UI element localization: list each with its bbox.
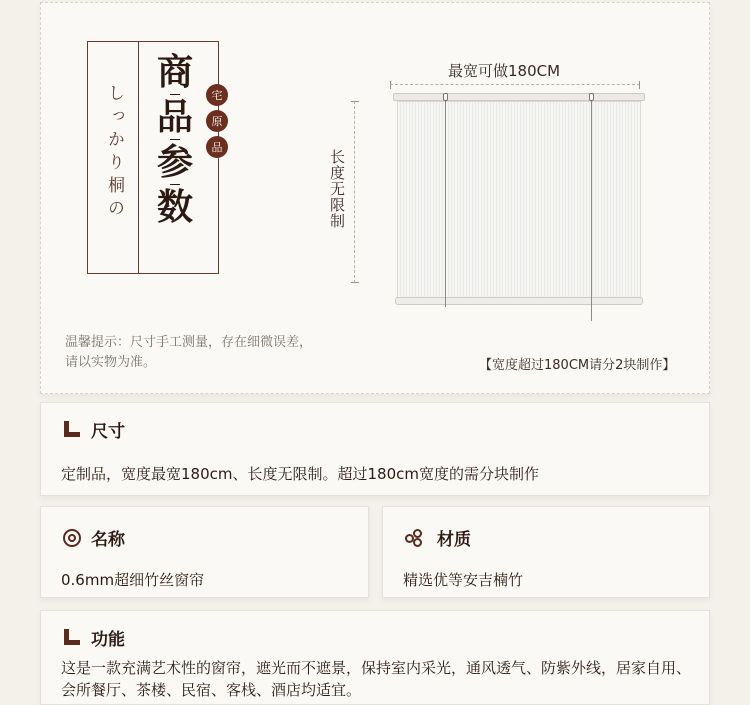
name-section	[40, 506, 369, 598]
name-heading	[63, 525, 125, 550]
max-width-label: 最宽可做180CM	[448, 62, 561, 80]
hook-icon	[589, 93, 594, 101]
page-title	[152, 50, 198, 229]
seal-stamp	[206, 84, 228, 158]
bamboo-blind-image	[393, 93, 645, 311]
size-title: 尺寸	[91, 422, 125, 442]
material-text: 精选优等安吉楠竹	[403, 571, 524, 589]
frame-divider	[138, 42, 139, 273]
name-title: 名称	[91, 530, 125, 550]
product-parameter-panel	[40, 2, 710, 394]
length-label: 长度无限制	[328, 149, 346, 229]
jp-vertical-text: しっかり桐の	[104, 84, 124, 222]
width-dimension-line	[390, 84, 640, 85]
material-section	[382, 506, 710, 598]
function-heading	[63, 625, 125, 650]
seal-char: 宅	[206, 84, 228, 106]
size-heading	[63, 417, 125, 442]
l-bracket-icon	[63, 421, 81, 439]
split-note: 【宽度超过180CM请分2块制作】	[479, 358, 676, 373]
title-frame	[87, 41, 223, 274]
pull-cord	[591, 97, 592, 321]
measurement-tip: 温馨提示：尺寸手工测量，存在细微误差，请以实物为准。	[65, 335, 313, 370]
function-title: 功能	[91, 630, 125, 650]
title-char-2: 品	[156, 96, 193, 138]
size-text: 定制品，宽度最宽180cm、长度无限制。超过180cm宽度的需分块制作	[61, 465, 539, 483]
blind-bottom-bar	[395, 297, 643, 305]
target-circle-icon	[63, 529, 81, 547]
name-text: 0.6mm超细竹丝窗帘	[61, 571, 205, 589]
hexagon-cluster-icon	[405, 529, 427, 547]
hook-icon	[443, 93, 448, 101]
function-section	[40, 610, 710, 705]
title-char-1: 商	[156, 51, 193, 93]
title-char-4: 数	[156, 186, 193, 228]
material-heading	[405, 525, 471, 550]
function-text: 这是一款充满艺术性的窗帘，遮光而不遮景，保持室内采光，通风透气、防紫外线，居家自用、会所餐厅、茶楼、民宿、客栈、酒店均适宜。	[61, 659, 692, 699]
title-char-3: 参	[156, 141, 193, 183]
seal-char: 原	[206, 110, 228, 132]
l-bracket-icon	[63, 629, 81, 647]
material-title: 材质	[437, 530, 471, 550]
size-section	[40, 402, 710, 496]
blind-top-rail	[393, 93, 645, 101]
seal-char: 品	[206, 136, 228, 158]
length-dimension-line	[354, 101, 355, 283]
pull-cord	[445, 97, 446, 307]
blind-slats	[397, 101, 641, 301]
